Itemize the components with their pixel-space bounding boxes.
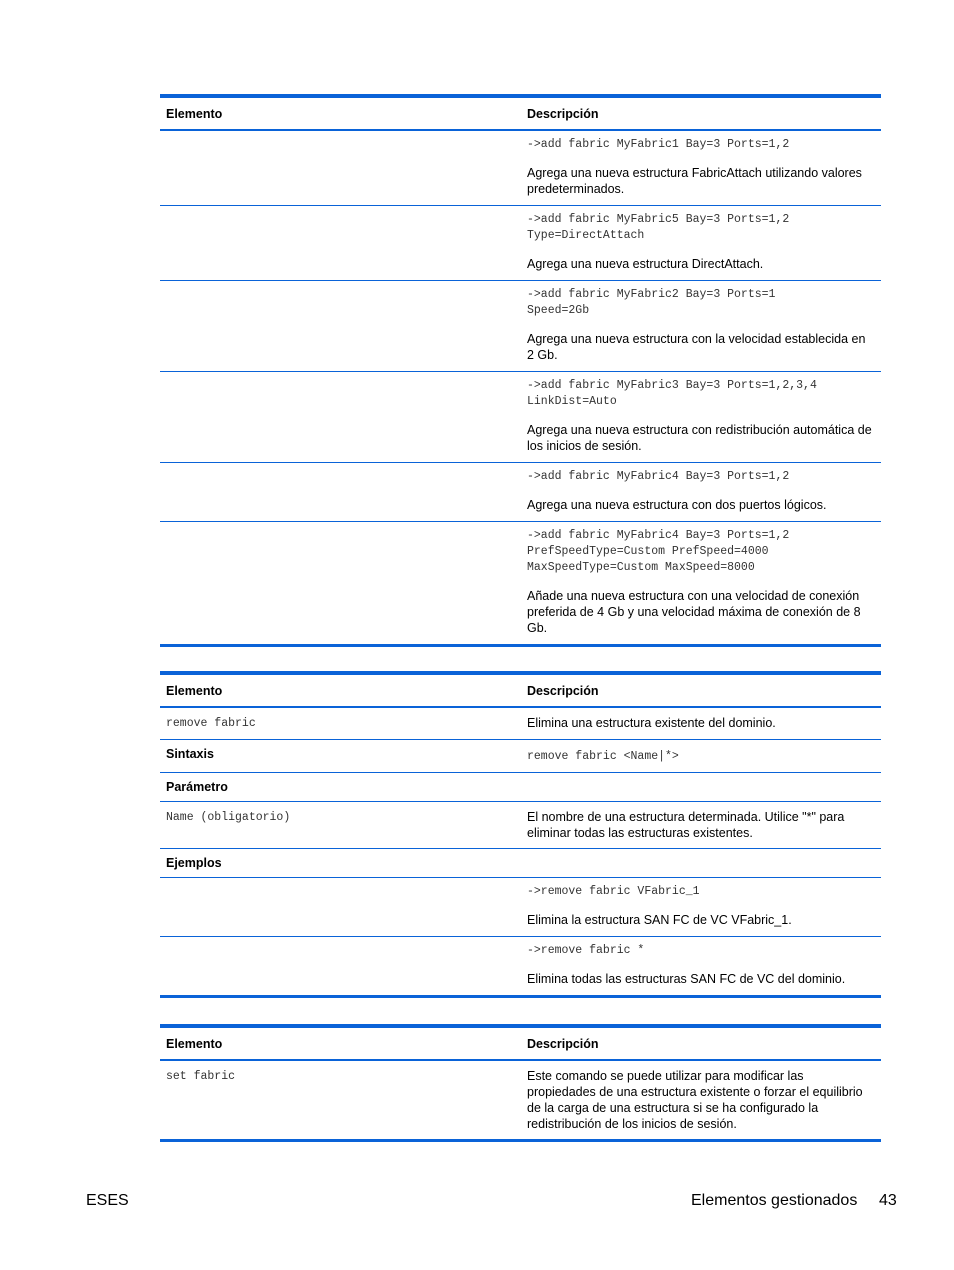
syntax-row [160,739,881,772]
example-description: Elimina todas las estructuras SAN FC de VC del dominio. [527,972,846,986]
example-description: Agrega una nueva estructura DirectAttach. [527,257,764,271]
example-description: Añade una nueva estructura con una velocidad de conexión preferida de 4 Gb y una velocidad máxima de conexión de 8 Gb. [527,589,861,635]
parameter-heading-row [160,772,881,801]
example-code: ->add fabric MyFabric3 Bay=3 Ports=1,2,3,4 LinkDist=Auto [527,379,817,408]
header-elemento: Elemento [166,1037,223,1051]
table-row [160,280,881,371]
command-row [160,1061,881,1139]
example-description: Agrega una nueva estructura con redistribución automática de los inicios de sesión. [527,423,872,453]
examples-heading-row [160,848,881,877]
command-name: remove fabric [166,717,256,730]
table-header [160,98,881,131]
table-row [160,877,881,936]
command-description: Este comando se puede utilizar para modificar las propiedades de una estructura existente o forzar el equilibrio de la carga de una estructura si se ha configurado la redistribución de los inicios de sesión. [527,1069,863,1131]
header-descripcion: Descripción [527,684,599,698]
parameter-label: Parámetro [166,780,228,794]
table-row [160,521,881,644]
page-number: 43 [879,1192,897,1209]
example-code: ->remove fabric * [527,944,645,957]
footer-left: ESES [86,1192,129,1209]
example-description: Elimina la estructura SAN FC de VC VFabric_1. [527,913,792,927]
table-row [160,131,881,205]
example-code: ->add fabric MyFabric2 Bay=3 Ports=1 Speed=2Gb [527,288,776,317]
example-description: Agrega una nueva estructura con dos puertos lógicos. [527,498,827,512]
header-descripcion: Descripción [527,1037,599,1051]
parameter-name: Name (obligatorio) [166,811,291,824]
example-code: ->add fabric MyFabric1 Bay=3 Ports=1,2 [527,138,790,151]
table-row [160,462,881,521]
header-descripcion: Descripción [527,107,599,121]
header-elemento: Elemento [166,107,223,121]
table-header [160,1028,881,1061]
example-code: ->remove fabric VFabric_1 [527,885,700,898]
syntax-value: remove fabric <Name|*> [527,750,679,763]
examples-label: Ejemplos [166,856,222,870]
table-row [160,205,881,280]
command-row [160,708,881,739]
parameter-row [160,801,881,848]
footer-section-title: Elementos gestionados [691,1192,858,1209]
example-code: ->add fabric MyFabric4 Bay=3 Ports=1,2 [527,470,790,483]
syntax-label: Sintaxis [166,747,214,761]
examples-table-add-fabric [160,94,881,647]
table-row [160,936,881,995]
example-code: ->add fabric MyFabric4 Bay=3 Ports=1,2 PrefSpeedType=Custom PrefSpeed=4000 MaxSpeedType=Custom MaxSpeed=8000 [527,529,790,574]
header-elemento: Elemento [166,684,223,698]
table-header [160,675,881,708]
set-fabric-table [160,1024,881,1142]
remove-fabric-table [160,671,881,998]
parameter-description: El nombre de una estructura determinada. Utilice "*" para eliminar todas las estructuras existentes. [527,810,845,840]
example-description: Agrega una nueva estructura FabricAttach utilizando valores predeterminados. [527,166,862,196]
table-row [160,371,881,462]
example-code: ->add fabric MyFabric5 Bay=3 Ports=1,2 Type=DirectAttach [527,213,790,242]
command-description: Elimina una estructura existente del dominio. [527,716,776,730]
command-name: set fabric [166,1070,236,1083]
example-description: Agrega una nueva estructura con la velocidad establecida en 2 Gb. [527,332,866,362]
